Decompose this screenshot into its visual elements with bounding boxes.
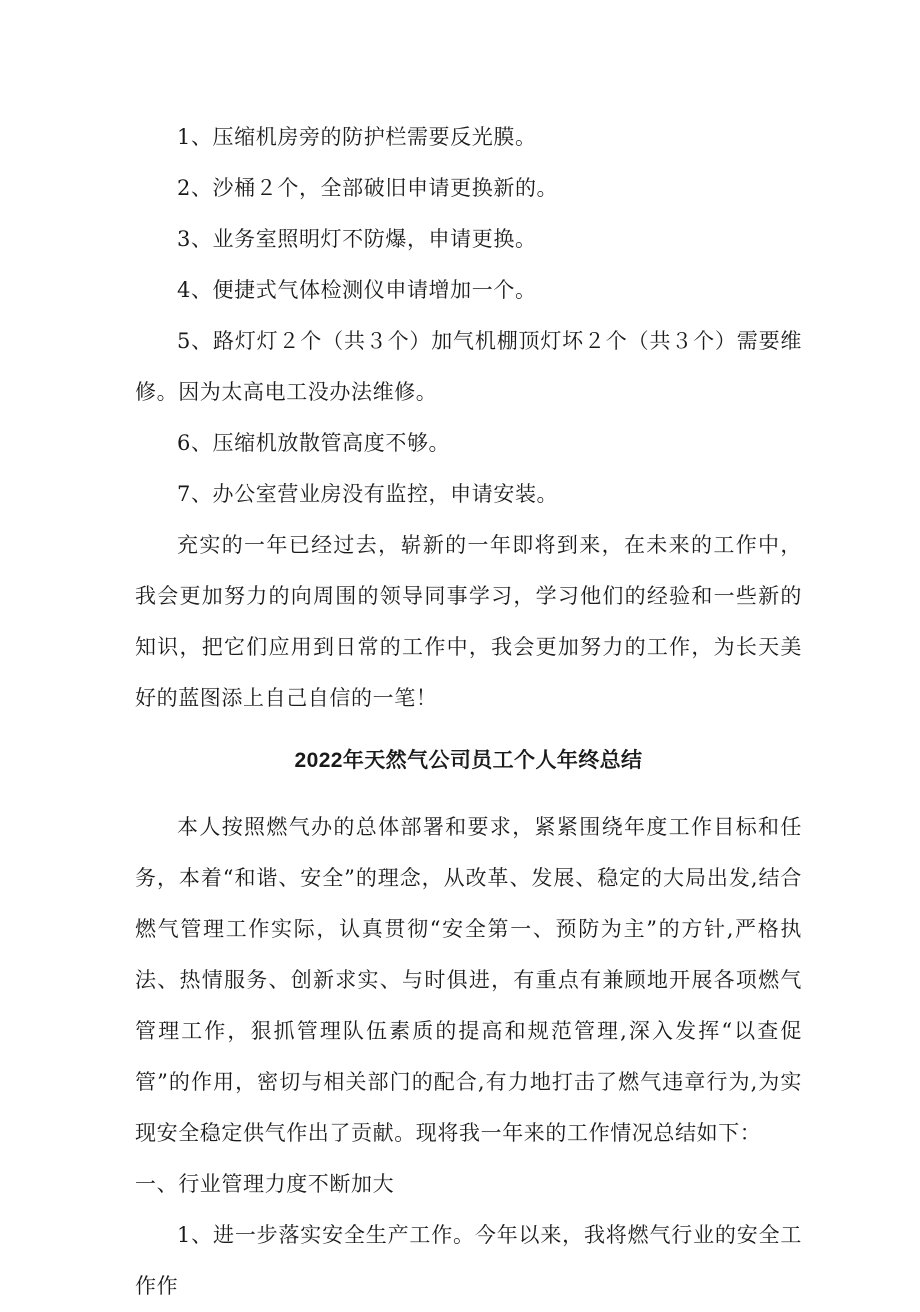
point-1-paragraph: 1、进一步落实安全生产工作。今年以来，我将燃气行业的安全工作作 — [135, 1223, 802, 1298]
list-item-3: 3、业务室照明灯不防爆，申请更换。 — [177, 227, 537, 251]
list-item-7: 7、办公室营业房没有监控，申请安装。 — [177, 482, 559, 506]
list-item-5: 5、路灯灯２个（共３个）加气机棚顶灯坏２个（共３个）需要维修。因为太高电工没办法维修。 — [135, 329, 802, 404]
section-title: 2022年天然气公司员工个人年终总结 — [294, 749, 643, 772]
section-heading: 一、行业管理力度不断加大 — [135, 1172, 395, 1196]
list-item-2: 2、沙桶２个，全部破旧申请更换新的。 — [177, 176, 559, 200]
list-item-6: 6、压缩机放散管高度不够。 — [177, 431, 451, 455]
intro-paragraph: 本人按照燃气办的总体部署和要求，紧紧围绕年度工作目标和任务，本着“和谐、安全”的理念，从改革、发展、稳定的大局出发,结合燃气管理工作实际，认真贯彻“安全第一、预防为主”的方针,严格执法、热情服务、创新求实、与时俱进，有重点有兼顾地开展各项燃气管理工作，狠抓管理队伍素质的提高和规范管理,深入发挥“以查促管”的作用，密切与相关部门的配合,有力地打击了燃气违章行为,为实现安全稳定供气作出了贡献。现将我一年来的工作情况总结如下： — [135, 815, 802, 1145]
list-item-1: 1、压缩机房旁的防护栏需要反光膜。 — [177, 125, 537, 149]
list-item-4: 4、便捷式气体检测仪申请增加一个。 — [177, 278, 537, 302]
closing-paragraph: 充实的一年已经过去，崭新的一年即将到来，在未来的工作中，我会更加努力的向周围的领导同事学习，学习他们的经验和一些新的知识，把它们应用到日常的工作中，我会更加努力的工作，为长天美好的蓝图添上自己自信的一笔！ — [135, 533, 802, 710]
